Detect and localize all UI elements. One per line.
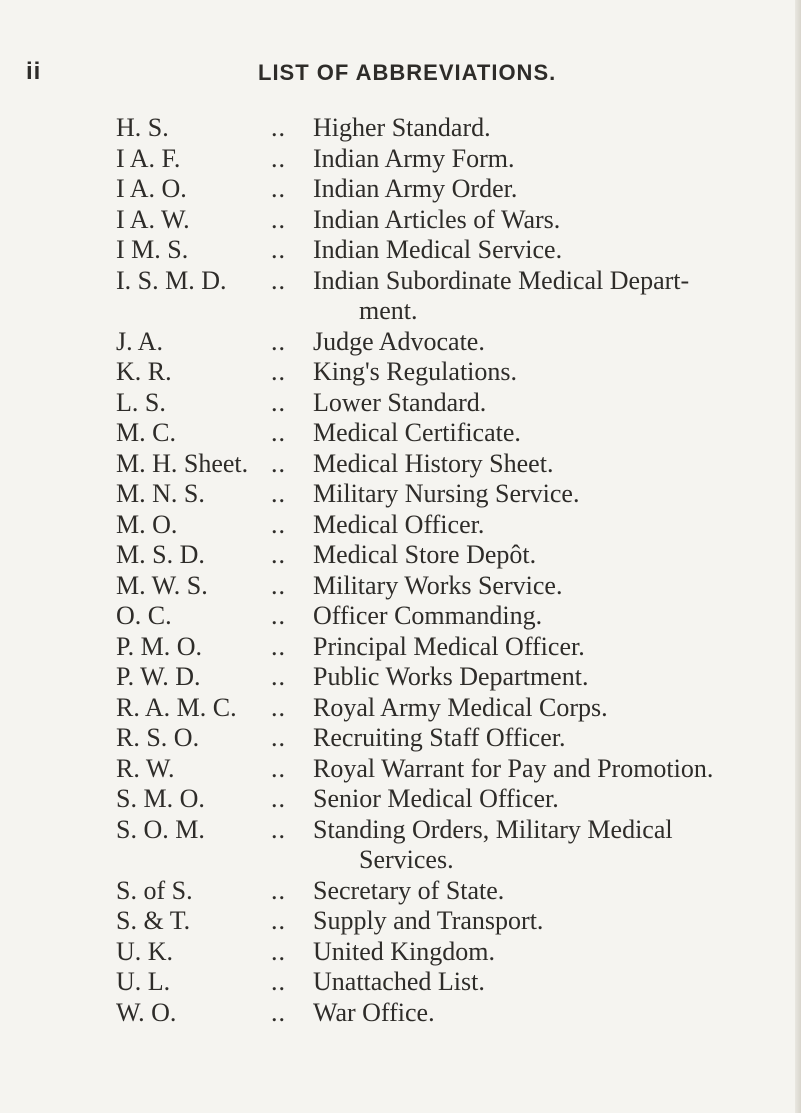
list-item [116, 479, 796, 510]
list-item [116, 540, 796, 571]
meaning-text: Unattached List. [313, 967, 485, 996]
dot-leader: .. [271, 357, 286, 386]
abbreviation-meaning [313, 723, 796, 754]
abbreviation-meaning [313, 144, 796, 175]
abbreviation-meaning [313, 601, 796, 632]
abbreviation-meaning [313, 388, 796, 419]
dot-leader: .. [271, 448, 286, 478]
page-edge [795, 0, 801, 1113]
abbreviation: R. A. M. C. [116, 692, 237, 722]
meaning-text: Medical Store Depôt. [313, 540, 537, 569]
meaning-text: United Kingdom. [313, 936, 495, 966]
meaning-text: Lower Standard. [313, 387, 487, 417]
meaning-text: War Office. [313, 997, 435, 1027]
abbreviation: H. S. [116, 113, 169, 142]
dot-leader: .. [271, 265, 286, 295]
dot-leader: .. [271, 875, 286, 905]
dot-leader: .. [271, 570, 286, 600]
dot-leader: .. [271, 997, 286, 1027]
list-item [116, 815, 796, 876]
meaning-text: Supply and Transport. [313, 906, 544, 935]
dot-leader: .. [271, 662, 286, 691]
page-title: LIST OF ABBREVIATIONS. [258, 60, 557, 85]
abbreviation: R. W. [116, 753, 175, 783]
abbreviation-meaning [313, 998, 796, 1029]
abbreviation-meaning [313, 449, 796, 480]
dot-leader: .. [271, 906, 286, 935]
abbreviation: M. O. [116, 509, 178, 539]
list-item [116, 571, 796, 602]
list-item [116, 754, 796, 785]
list-item [116, 998, 796, 1029]
list-item [116, 327, 796, 358]
abbreviation: L. S. [116, 387, 166, 417]
dot-leader: .. [271, 174, 286, 203]
dot-leader: .. [271, 936, 286, 966]
abbreviation: S. O. M. [116, 814, 205, 844]
abbreviation-meaning [313, 510, 796, 541]
abbreviation-meaning [313, 479, 796, 510]
abbreviation: K. R. [116, 357, 172, 386]
abbreviation: I A. O. [116, 174, 187, 203]
meaning-text: King's Regulations. [313, 357, 518, 386]
list-item [116, 693, 796, 724]
dot-leader: .. [271, 143, 286, 173]
abbreviation-meaning [313, 327, 796, 358]
abbreviation: S. of S. [116, 875, 193, 905]
abbreviation: M. W. S. [116, 570, 208, 600]
abbreviation-meaning [313, 266, 796, 327]
list-item [116, 205, 796, 236]
abbreviation-meaning [313, 815, 796, 876]
abbreviation-meaning [313, 205, 796, 236]
meaning-text: Indian Subordinate Medical Depart- [313, 265, 690, 295]
dot-leader: .. [271, 784, 286, 813]
abbreviation-meaning [313, 662, 796, 693]
list-item [116, 967, 796, 998]
abbreviation-meaning [313, 967, 796, 998]
meaning-text: Royal Warrant for Pay and Promotion. [313, 753, 714, 783]
dot-leader: .. [271, 509, 286, 539]
abbreviation-meaning [313, 571, 796, 602]
dot-leader: .. [271, 723, 286, 752]
abbreviation-meaning [313, 784, 796, 815]
abbreviation: U. K. [116, 936, 174, 966]
abbreviation-meaning [313, 937, 796, 968]
abbreviation-meaning [313, 418, 796, 449]
list-item [116, 235, 796, 266]
abbreviation: I. S. M. D. [116, 265, 227, 295]
dot-leader: .. [271, 387, 286, 417]
meaning-text: Royal Army Medical Corps. [313, 692, 608, 722]
list-item [116, 418, 796, 449]
meaning-text: Military Nursing Service. [313, 479, 580, 508]
dot-leader: .. [271, 631, 286, 661]
list-item [116, 937, 796, 968]
list-item [116, 784, 796, 815]
abbreviation: W. O. [116, 997, 177, 1027]
list-item [116, 876, 796, 907]
meaning-text: Indian Articles of Wars. [313, 204, 561, 234]
meaning-text: Military Works Service. [313, 570, 563, 600]
dot-leader: .. [271, 692, 286, 722]
abbreviation-list [116, 113, 796, 1028]
meaning-continuation: Services. [359, 845, 454, 874]
meaning-text: Indian Army Order. [313, 174, 518, 203]
meaning-text: Higher Standard. [313, 113, 491, 142]
list-item [116, 266, 796, 327]
abbreviation: P. W. D. [116, 662, 201, 691]
dot-leader: .. [271, 113, 286, 142]
meaning-continuation: ment. [359, 296, 418, 325]
meaning-text: Recruiting Staff Officer. [313, 723, 566, 752]
abbreviation: M. N. S. [116, 479, 205, 508]
meaning-text: Medical History Sheet. [313, 448, 554, 478]
abbreviation-meaning [313, 235, 796, 266]
abbreviation: I A. W. [116, 204, 190, 234]
list-item [116, 174, 796, 205]
list-item [116, 601, 796, 632]
abbreviation: R. S. O. [116, 723, 200, 752]
abbreviation: S. & T. [116, 906, 191, 935]
abbreviation-meaning [313, 540, 796, 571]
abbreviation-meaning [313, 357, 796, 388]
meaning-text: Standing Orders, Military Medical [313, 814, 673, 844]
abbreviation: I A. F. [116, 143, 181, 173]
meaning-text: Indian Medical Service. [313, 235, 563, 264]
meaning-text: Public Works Department. [313, 662, 589, 691]
abbreviation-meaning [313, 693, 796, 724]
meaning-text: Secretary of State. [313, 875, 505, 905]
abbreviation-meaning [313, 906, 796, 937]
meaning-text: Senior Medical Officer. [313, 784, 559, 813]
abbreviation: M. H. Sheet. [116, 448, 249, 478]
dot-leader: .. [271, 753, 286, 783]
dot-leader: .. [271, 479, 286, 508]
dot-leader: .. [271, 601, 286, 630]
list-item [116, 510, 796, 541]
abbreviation: M. S. D. [116, 540, 205, 569]
abbreviation-meaning [313, 632, 796, 663]
meaning-text: Officer Commanding. [313, 601, 543, 630]
meaning-text: Judge Advocate. [313, 326, 485, 356]
meaning-text: Medical Certificate. [313, 418, 521, 447]
abbreviation: P. M. O. [116, 631, 202, 661]
list-item [116, 357, 796, 388]
list-item [116, 662, 796, 693]
abbreviation: M. C. [116, 418, 176, 447]
list-item [116, 723, 796, 754]
dot-leader: .. [271, 235, 286, 264]
list-item [116, 906, 796, 937]
dot-leader: .. [271, 814, 286, 844]
list-item [116, 449, 796, 480]
list-item [116, 144, 796, 175]
abbreviation: I M. S. [116, 235, 189, 264]
list-item [116, 113, 796, 144]
abbreviation-meaning [313, 876, 796, 907]
abbreviation: J. A. [116, 326, 163, 356]
abbreviation: O. C. [116, 601, 172, 630]
abbreviation-meaning [313, 174, 796, 205]
abbreviation: U. L. [116, 967, 171, 996]
abbreviation: S. M. O. [116, 784, 205, 813]
meaning-text: Medical Officer. [313, 509, 485, 539]
abbreviation-meaning [313, 754, 796, 785]
dot-leader: .. [271, 204, 286, 234]
page-number: ii [26, 58, 42, 85]
list-item [116, 388, 796, 419]
list-item [116, 632, 796, 663]
dot-leader: .. [271, 418, 286, 447]
meaning-text: Indian Army Form. [313, 143, 515, 173]
dot-leader: .. [271, 540, 286, 569]
dot-leader: .. [271, 967, 286, 996]
abbreviation-meaning [313, 113, 796, 144]
dot-leader: .. [271, 326, 286, 356]
meaning-text: Principal Medical Officer. [313, 631, 585, 661]
